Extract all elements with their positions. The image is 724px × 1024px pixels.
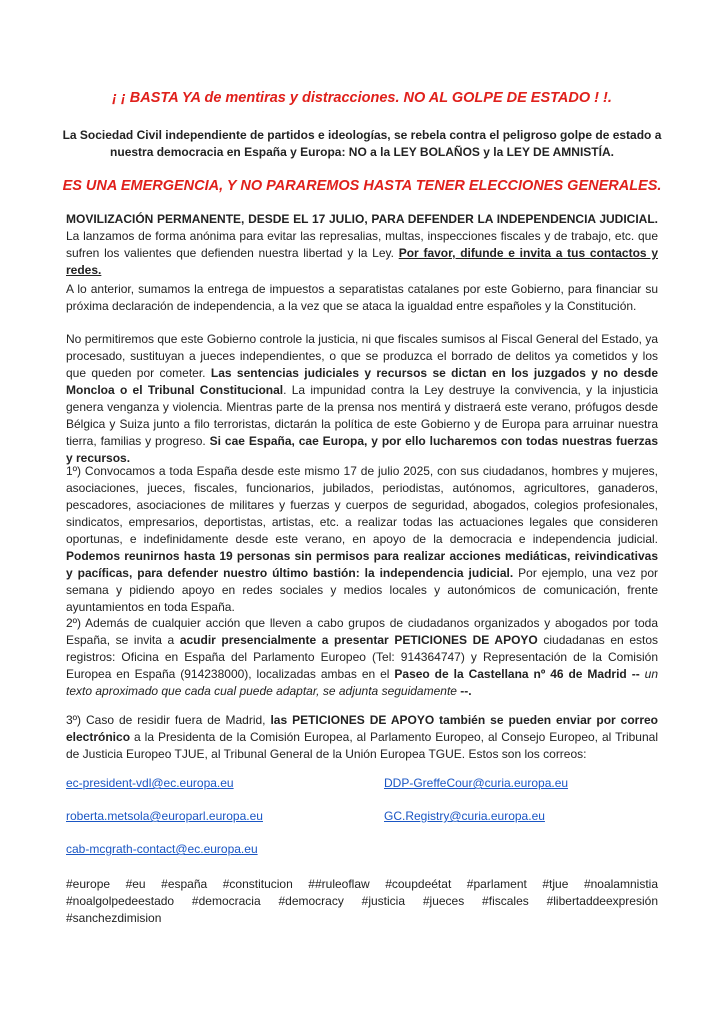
call3-text-b: las PETICIONES DE APOYO también se pueden enviar por correo electrónico (66, 713, 658, 744)
call2-text-b: acudir presencialmente a presentar PETICIONES DE APOYO (179, 633, 538, 647)
justice-text-a: No permitiremos que este Gobierno controle la justicia, ni que fiscales sumisos al Fiscal General del Estado, ya procesado, sustituyan a jueces independientes, o que se produzca el borrado de delitos ya cometidos y los que queden por cometer. (66, 332, 658, 380)
call3-text-c: a la Presidenta de la Comisión Europea, al Parlamento Europeo, al Consejo Europeo, al Tribunal de Justicia Europeo TJUE, al Tribunal General de la Unión Europea TGUE. Estos son los correos: (66, 730, 658, 761)
mobilization-paragraph (66, 211, 658, 279)
justice-paragraph (66, 331, 658, 467)
mobilization-text: La lanzamos de forma anónima para evitar las represalias, multas, inspecciones fiscales y de trabajo, etc. que sufren los valientes que defienden nuestra libertad y la Ley. (66, 229, 658, 260)
justice-text-c: . La impunidad contra la Ley destruye la convivencia, y la injusticia genera venganza y violencia. Mientras parte de la prensa nos mentirá y distraerá este verano, prófugos desde Bélgica y Suiza junto a filo terroristas, dictarán la política de este Gobierno y de Europa para arruinar nuestra tierra, familias y progreso. (66, 383, 659, 448)
email-link-ec-president[interactable]: ec-president-vdl@ec.europa.eu (66, 776, 234, 790)
email-link-gc-registry[interactable]: GC.Registry@curia.europa.eu (384, 809, 545, 823)
justice-text-d: Si cae España, cae Europa, y por ello lucharemos con todas nuestras fuerzas y recursos. (66, 434, 658, 465)
mobilization-heading: MOVILIZACIÓN PERMANENTE, DESDE EL 17 JULIO, PARA DEFENDER LA INDEPENDENCIA JUDICIAL. (66, 212, 658, 226)
call3-text-a: 3º) Caso de residir fuera de Madrid, (66, 713, 271, 727)
call2-text-f: --. (456, 684, 472, 698)
taxes-paragraph: A lo anterior, sumamos la entrega de impuestos a separatistas catalanes por este Gobierno, para financiar su próxima declaración de independencia, a la vez que se ataca la igualdad entre españoles y la Constitución. (66, 282, 658, 313)
call2-text-e: un texto aproximado que cada cual puede adaptar, se adjunta seguidamente (66, 667, 658, 698)
email-link-ddp-greffe[interactable]: DDP-GreffeCour@curia.europa.eu (384, 776, 569, 790)
call1-text-b: Podemos reunirnos hasta 19 personas sin permisos para realizar acciones mediáticas, reivindicativas y pacíficas, para defender nuestro último bastión: la independencia judicial. (66, 549, 658, 580)
hashtags: #europe #eu #españa #constitucion ##ruleoflaw #coupdeétat #parlament #tjue #noalamnistia #noalgolpedeestado #democracia #democracy #justicia #jueces #fiscales #libertaddeexpresión #sanchezdimision (66, 877, 658, 925)
call-paragraph-2 (66, 615, 658, 700)
call-paragraph-3 (66, 712, 658, 763)
call2-text-c: ciudadanas en estos registros: Oficina en España del Parlamento Europeo (Tel: 914364747) y Representación de la Comisión Europea en España (914238000), localizadas ambas en el (66, 633, 659, 681)
call2-text-d: Paseo de la Castellana nº 46 de Madrid -- (394, 667, 640, 681)
justice-text-b: Las sentencias judiciales y recursos se dictan en los juzgados y no desde Moncloa o el Tribunal Constitucional (66, 366, 659, 397)
main-title: ¡ ¡ BASTA YA de mentiras y distracciones. NO AL GOLPE DE ESTADO ! !. (112, 90, 612, 106)
share-cta: Por favor, difunde e invita a tus contactos y redes. (66, 246, 658, 277)
call-paragraph-1 (66, 463, 658, 616)
email-link-metsola[interactable]: roberta.metsola@europarl.europa.eu (66, 809, 263, 823)
intro-paragraph: La Sociedad Civil independiente de partidos e ideologías, se rebela contra el peligroso golpe de estado a nuestra democracia en España y Europa: NO a la LEY BOLAÑOS y la LEY DE AMNISTÍA. (62, 128, 662, 159)
call1-text-a: 1º) Convocamos a toda España desde este mismo 17 de julio 2025, con sus ciudadanos, hombres y mujeres, asociaciones, jueces, fiscales, funcionarios, jubilados, periodistas, autónomos, agricultores, ganaderos, pescadores, asociaciones de militares y fuerzas y cuerpos de seguridad, abogados, colegios profesionales, sindicatos, empresarios, deportistas, artistas, etc. a realizar todas las actuaciones legales que consideren oportunas, e indefinidamente desde este verano, en apoyo de la democracia e independencia judicial. (66, 464, 658, 546)
call2-text-a: 2º) Además de cualquier acción que lleven a cabo grupos de ciudadanos organizados y abogados por toda España, se invita a (66, 616, 658, 647)
email-link-mcgrath[interactable]: cab-mcgrath-contact@ec.europa.eu (66, 842, 258, 856)
emergency-title: ES UNA EMERGENCIA, Y NO PARAREMOS HASTA TENER ELECCIONES GENERALES. (62, 178, 662, 194)
call1-text-c: Por ejemplo, una vez por semana y pidiendo apoyo en redes sociales y medios locales y autonómicos de comunicación, frente ayuntamientos en toda España. (66, 566, 658, 614)
